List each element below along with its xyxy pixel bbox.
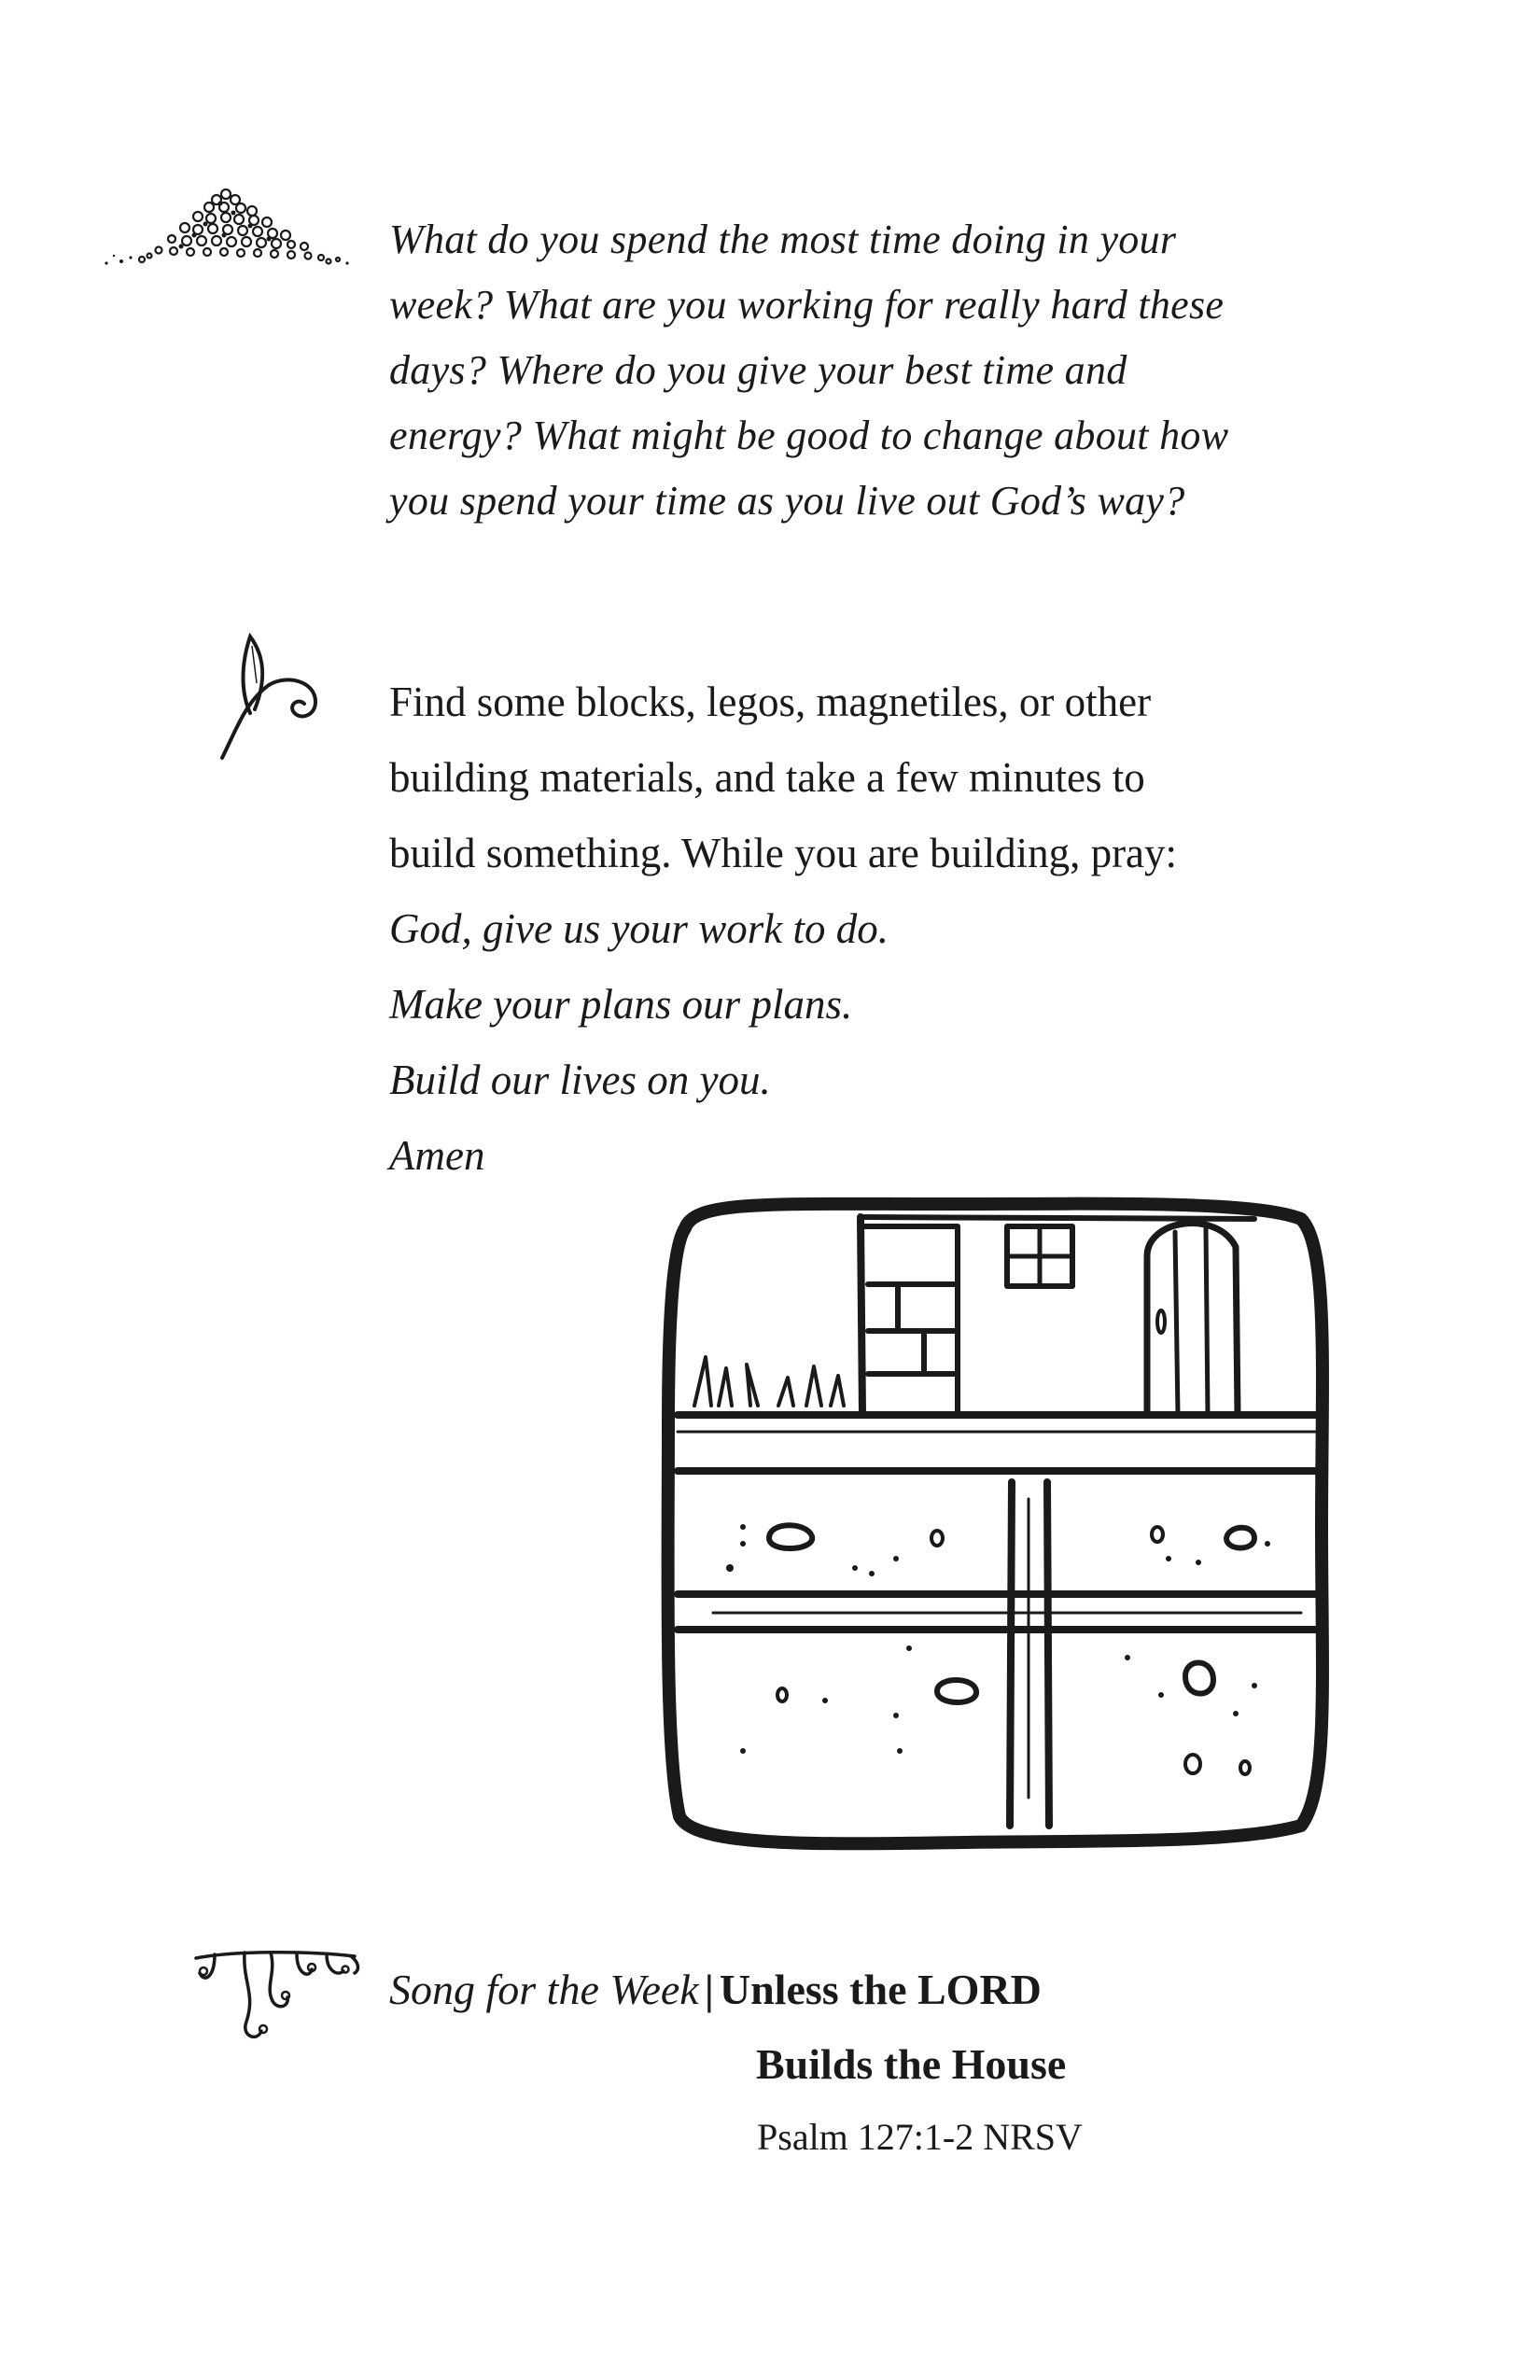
activity-section — [389, 665, 1369, 1194]
prayer-line: God, give us your work to do. — [389, 905, 889, 952]
song-label: Song for the Week — [389, 1966, 699, 2013]
prayer-line: Amen — [389, 1132, 485, 1179]
roots-icon — [187, 1941, 364, 2053]
reflection-line: energy? What might be good to change about how — [389, 413, 1229, 458]
activity-line: building materials, and take a few minutes to — [389, 754, 1145, 801]
prayer-line: Build our lives on you. — [389, 1057, 771, 1103]
song-reference: Psalm 127:1-2 NRSV — [757, 2116, 1083, 2158]
song-separator: | — [704, 1966, 714, 2013]
reflection-line: week? What are you working for really hard these — [389, 282, 1225, 328]
reflection-prompt — [389, 207, 1369, 534]
prayer-line: Make your plans our plans. — [389, 981, 853, 1028]
reflection-line: days? Where do you give your best time and — [389, 347, 1127, 393]
seed-pile-icon — [93, 177, 359, 280]
reflection-line: What do you spend the most time doing in your — [389, 217, 1177, 262]
reflection-line: you spend your time as you live out God’s way? — [389, 478, 1185, 524]
activity-line: Find some blocks, legos, magnetiles, or other — [389, 679, 1152, 725]
house-foundation-illustration — [657, 1191, 1338, 1854]
song-title-line2: Builds the House — [756, 2040, 1067, 2088]
song-title-line1: Unless the LORD — [719, 1966, 1042, 2013]
activity-line: build something. While you are building, pray: — [389, 830, 1178, 876]
song-of-the-week — [389, 1953, 1323, 2158]
sprout-icon — [213, 627, 334, 767]
